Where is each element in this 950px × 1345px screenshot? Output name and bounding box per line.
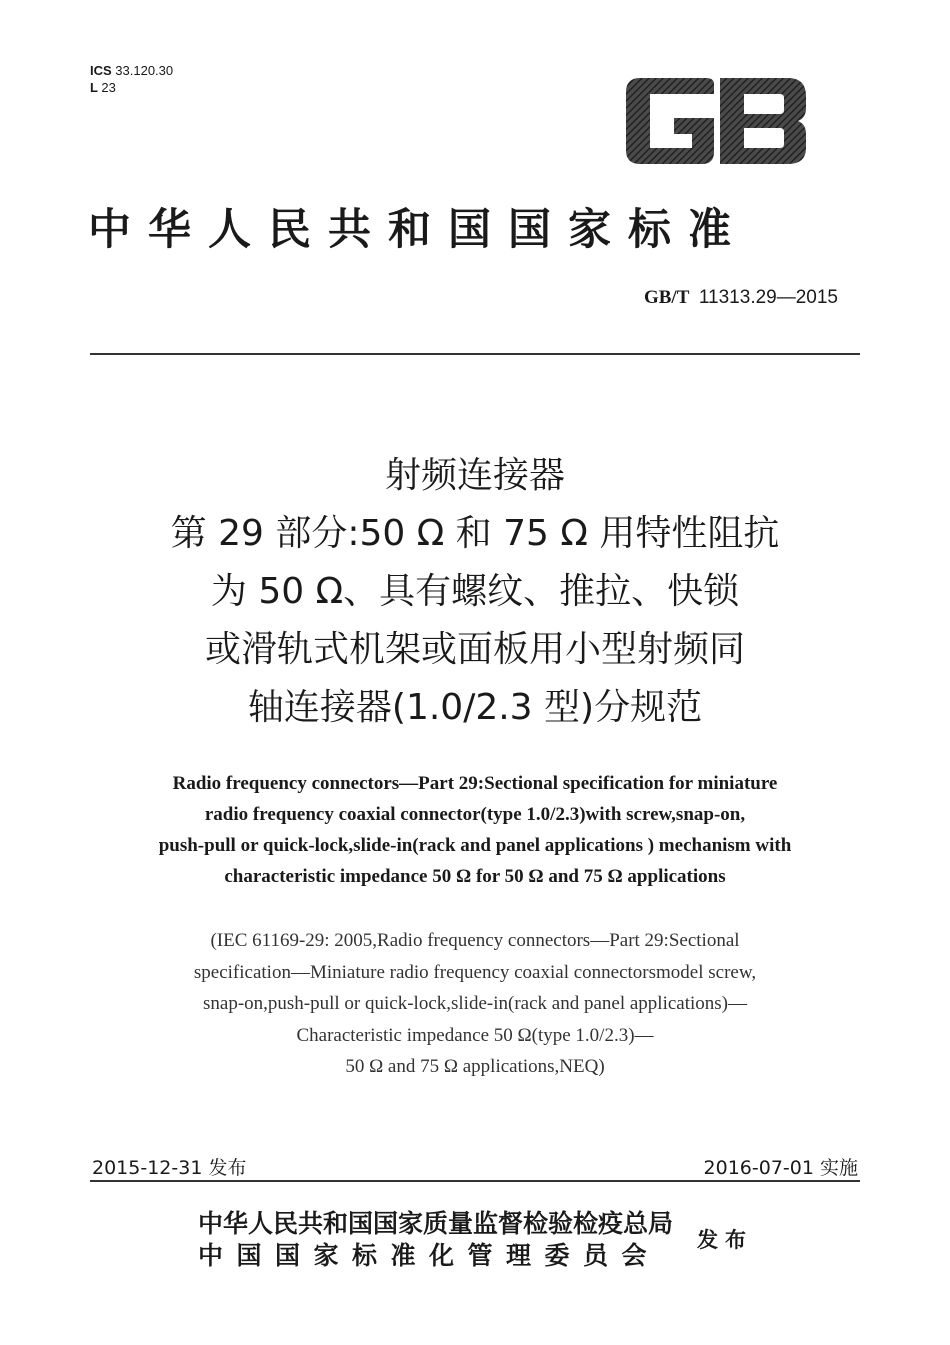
ics-code: ICS 33.120.30: [90, 63, 174, 78]
implementation-date: 2016-07-01 实施: [703, 1157, 858, 1179]
footer-divider: [90, 1180, 860, 1182]
iec-reference-line: snap-on,push-pull or quick-lock,slide-in(rack and panel applications)—: [203, 993, 747, 1014]
issue-date: 2015-12-31 发布: [92, 1157, 247, 1179]
english-title-line: push-pull or quick-lock,slide-in(rack and panel applications ) mechanism with: [158, 835, 792, 856]
chinese-title-line: 轴连接器(1.0/2.3 型)分规范: [247, 687, 703, 728]
iec-reference-line: specification—Miniature radio frequency coaxial connectorsmodel screw,: [193, 961, 757, 983]
english-title-line: Radio frequency connectors—Part 29:Sectional specification for miniature: [172, 773, 778, 794]
issuing-authorities: [198, 1208, 673, 1272]
gb-logo: [622, 76, 810, 166]
iec-reference: [0, 925, 950, 1083]
chinese-title-line: 射频连接器: [384, 455, 565, 496]
classification-codes: [90, 62, 173, 96]
ccs-code: L 23: [90, 80, 116, 95]
gb-logo-text: GB: [622, 76, 624, 77]
english-title: [0, 768, 950, 892]
publish-label: 发布: [697, 1227, 753, 1252]
iec-reference-line: (IEC 61169-29: 2005,Radio frequency connectors—Part 29:Sectional: [210, 930, 740, 951]
iec-reference-line: 50 Ω and 75 Ω applications,NEQ): [345, 1056, 605, 1077]
iec-reference-line: Characteristic impedance 50 Ω(type 1.0/2.3)—: [296, 1024, 654, 1046]
issuer-sac: 中国国家标准化管理委员会: [198, 1241, 661, 1270]
chinese-title-line: 为 50 Ω、具有螺纹、推拉、快锁: [210, 571, 740, 612]
issuer-aqsiq: 中华人民共和国国家质量监督检验检疫总局: [198, 1209, 674, 1238]
english-title-line: radio frequency coaxial connector(type 1.0/2.3)with screw,snap-on,: [204, 804, 746, 825]
national-standard-title: 中华人民共和国国家标准: [88, 205, 748, 255]
chinese-title: [0, 447, 950, 737]
chinese-title-line: 或滑轨式机架或面板用小型射频同: [204, 629, 745, 670]
header-divider: [90, 353, 860, 355]
english-title-line: characteristic impedance 50 Ω for 50 Ω and 75 Ω applications: [224, 866, 726, 887]
chinese-title-line: 第 29 部分:50 Ω 和 75 Ω 用特性阻抗: [170, 513, 780, 554]
standard-number: GB/T 11313.29—2015: [643, 287, 838, 308]
